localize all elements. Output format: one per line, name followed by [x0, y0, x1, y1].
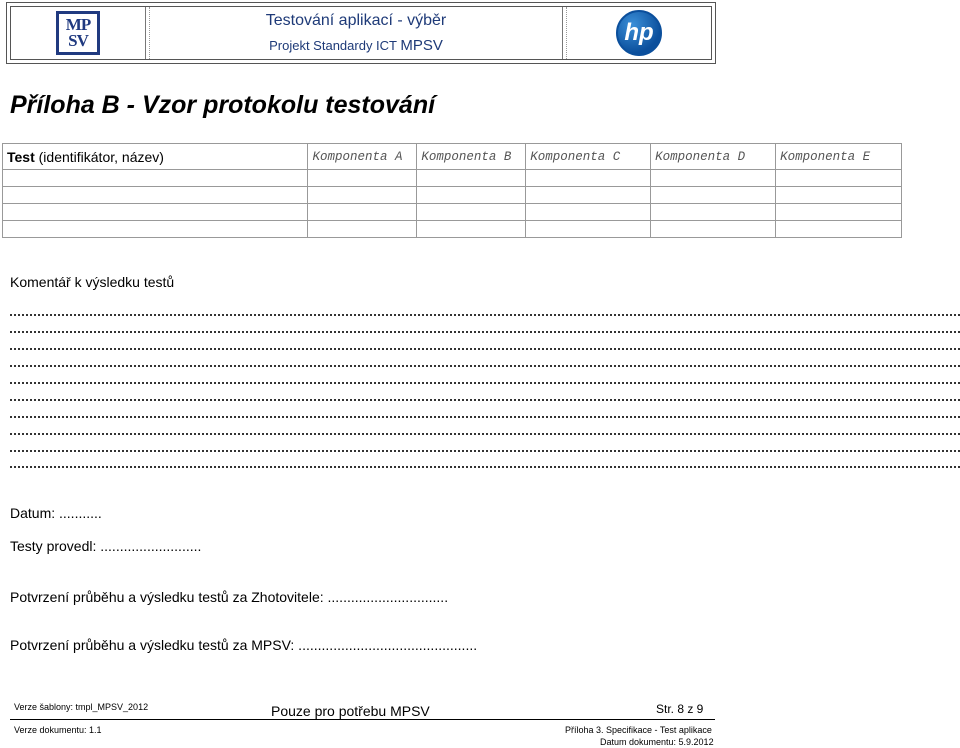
component-a-header: Komponenta A	[308, 144, 417, 170]
comment-line	[10, 398, 960, 401]
table-cell	[776, 204, 902, 221]
mpsv-logo	[56, 11, 100, 55]
test-column-header	[3, 144, 308, 170]
confirm-mpsv-label: Potvrzení průběhu a výsledku testů za MPSV: ..............................................	[10, 637, 478, 653]
component-b-header: Komponenta B	[417, 144, 526, 170]
comment-label: Komentář k výsledku testů	[10, 274, 175, 290]
table-cell	[308, 221, 417, 238]
test-header-bold: Test	[7, 148, 35, 165]
comment-line	[10, 364, 960, 367]
comment-line	[10, 330, 960, 333]
header-subtitle-mpsv: MPSV	[400, 37, 443, 54]
confirm-contractor-label: Potvrzení průběhu a výsledku testů za Zhotovitele: ...............................	[10, 589, 449, 605]
table-cell	[417, 204, 526, 221]
date-label: Datum: ...........	[10, 505, 102, 521]
table-cell	[651, 170, 776, 187]
header-subtitle	[269, 37, 443, 54]
table-cell	[526, 170, 651, 187]
table-cell	[526, 204, 651, 221]
footer-page: Str. 8 z 9	[656, 702, 704, 716]
table-cell	[417, 221, 526, 238]
comment-line	[10, 465, 960, 468]
test-header-rest: (identifikátor, název)	[34, 148, 164, 165]
table-cell	[308, 170, 417, 187]
table-cell	[3, 170, 308, 187]
table-row	[3, 204, 902, 221]
footer-template-version: Verze šablony: tmpl_MPSV_2012	[14, 702, 149, 712]
table-row	[3, 221, 902, 238]
component-e-header: Komponenta E	[776, 144, 902, 170]
table-cell	[3, 221, 308, 238]
table-row	[3, 187, 902, 204]
table-cell	[417, 187, 526, 204]
comment-line	[10, 313, 960, 316]
table-cell	[651, 204, 776, 221]
mpsv-logo-bottom: SV	[68, 31, 88, 50]
comment-line	[10, 381, 960, 384]
table-cell	[3, 204, 308, 221]
footer-usage: Pouze pro potřebu MPSV	[271, 703, 430, 719]
table-cell	[308, 204, 417, 221]
table-cell	[417, 170, 526, 187]
footer-attachment: Příloha 3. Specifikace - Test aplikace	[565, 725, 712, 735]
table-cell	[776, 221, 902, 238]
comment-line	[10, 347, 960, 350]
mpsv-logo-cell	[11, 7, 146, 59]
document-header	[6, 2, 716, 64]
table-row	[3, 170, 902, 187]
page-heading: Příloha B - Vzor protokolu testování	[10, 91, 436, 119]
table-header-row	[3, 144, 902, 170]
component-c-header: Komponenta C	[526, 144, 651, 170]
table-cell	[526, 187, 651, 204]
table-cell	[651, 221, 776, 238]
header-title: Testování aplikací - výběr	[265, 12, 447, 29]
comment-line	[10, 415, 960, 418]
comment-line	[10, 449, 960, 452]
footer-divider	[10, 719, 715, 720]
hp-logo: hp	[616, 10, 662, 56]
comment-line	[10, 432, 960, 435]
component-d-header: Komponenta D	[651, 144, 776, 170]
mpsv-logo-top: MP	[65, 15, 91, 34]
table-cell	[776, 187, 902, 204]
test-protocol-table	[2, 143, 902, 238]
header-subtitle-prefix: Projekt Standardy ICT	[269, 38, 401, 53]
table-cell	[3, 187, 308, 204]
hp-logo-cell	[566, 7, 711, 59]
testers-label: Testy provedl: ..........................	[10, 538, 202, 554]
table-cell	[526, 221, 651, 238]
footer-doc-version: Verze dokumentu: 1.1	[14, 725, 102, 735]
table-cell	[776, 170, 902, 187]
header-title-cell	[149, 7, 563, 59]
table-cell	[651, 187, 776, 204]
table-cell	[308, 187, 417, 204]
footer-doc-date: Datum dokumentu: 5.9.2012	[600, 737, 714, 747]
